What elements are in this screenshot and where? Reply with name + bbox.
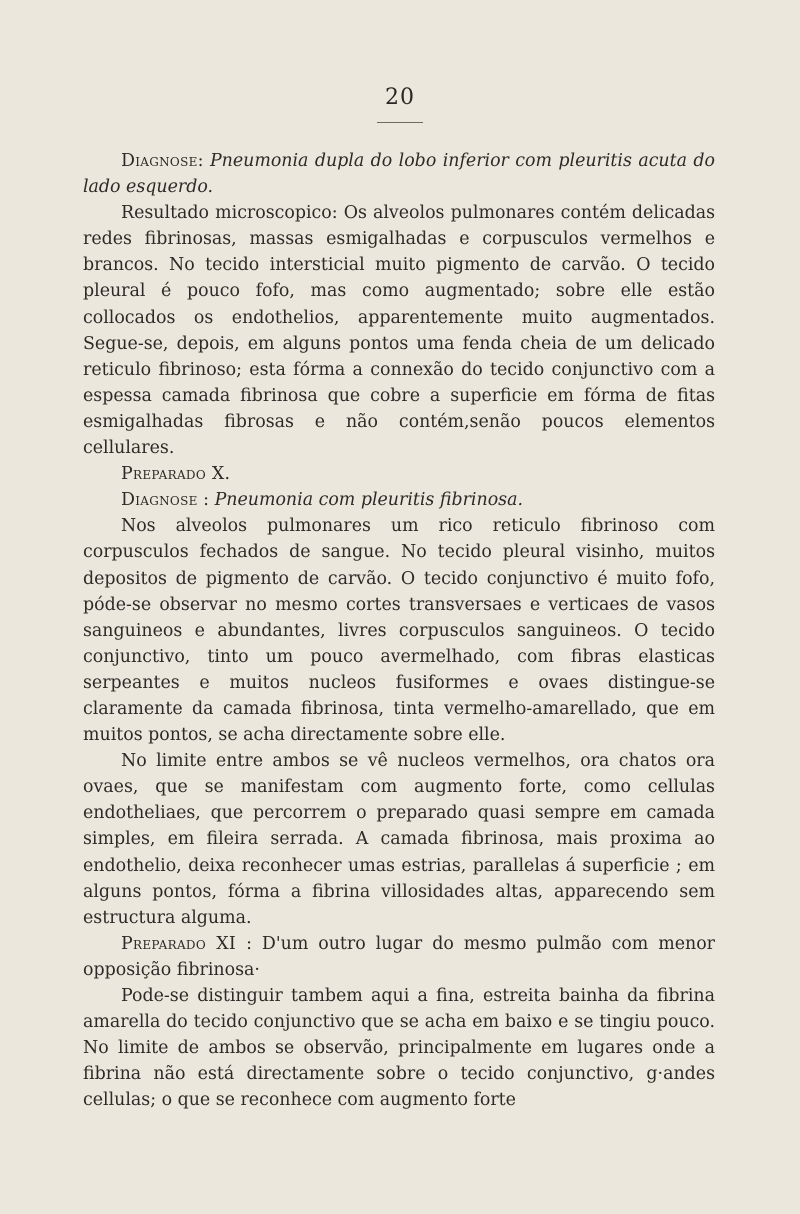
- diagnose-text: Pneumonia com pleuritis fibrinosa.: [214, 490, 523, 511]
- label-separator: :: [197, 490, 215, 511]
- label-separator: :: [197, 151, 210, 171]
- diagnose-label: Diagnose: [121, 151, 198, 171]
- paragraph-preparado-x: Preparado X.: [121, 464, 231, 485]
- paragraph-diagnose-2: [83, 487, 715, 513]
- page-number: 20: [385, 85, 415, 110]
- header-rule: [377, 122, 423, 123]
- label-separator: :: [236, 933, 262, 954]
- preparado-text: D'um outro lugar do mesmo pulmão com menor opposição fibrinosa·: [83, 933, 715, 980]
- body-text: [83, 148, 715, 1113]
- diagnose-label: Diagnose: [121, 490, 198, 511]
- paragraph-limite: No limite entre ambos se vê nucleos vermelhos, ora chatos ora ovaes, que se manifestam com augmento forte, como cellulas endotheliaes, que percorrem o preparado quasi sempre em camada simples, em fileira serrada. A camada fibrinosa, mais proxima ao endothelio, deixa reconhecer umas estrias, parallelas á superficie ; em alguns pontos, fórma a fibrina villosidades altas, apparecendo sem estructura alguma.: [83, 751, 715, 928]
- paragraph-alveolos: Nos alveolos pulmonares um rico reticulo fibrinoso com corpusculos fechados de sangue. No tecido pleural visinho, muitos depositos de pigmento de carvão. O tecido conjunctivo é muito fofo, póde-se observar no mesmo cortes transversaes e verticaes de vasos sanguineos e abundantes, livres corpusculos sanguineos. O tecido conjunctivo, tinto um pouco avermelhado, com fibras elasticas serpeantes e muitos nucleos fusiformes e ovaes distingue-se claramente da camada fibrinosa, tinta vermelho-amarellado, que em muitos pontos, se acha directamente sobre elle.: [83, 516, 715, 746]
- paragraph-diagnose-1: [83, 148, 715, 200]
- paragraph-preparado-xi: [83, 931, 715, 983]
- preparado-label: Preparado XI: [121, 933, 237, 954]
- paragraph-resultado: Resultado microscopico: Os alveolos pulmonares contém delicadas redes fibrinosas, massas esmigalhadas e corpusculos vermelhos e brancos. No tecido intersticial muito pigmento de carvão. O tecido pleural é pouco fofo, mas como augmentado; sobre elle estão collocados os endothelios, apparentemente muito augmentados. Segue-se, depois, em alguns pontos uma fenda cheia de um delicado reticulo fibrinoso; esta fórma a connexão do tecido conjunctivo com a espessa camada fibrinosa que cobre a superficie em fórma de fitas esmigalhadas fibrosas e não contém,senão poucos elementos cellulares.: [83, 203, 715, 459]
- paragraph-distinguir: Pode-se distinguir tambem aqui a fina, estreita bainha da fibrina amarella do tecido conjunctivo que se acha em baixo e se tingiu pouco. No limite de ambos se observão, principalmente em lugares onde a fibrina não está directamente sobre o tecido conjunctivo, g·andes cellulas; o que se reconhece com augmento forte: [83, 986, 715, 1111]
- diagnose-text: Pneumonia dupla do lobo inferior com pleuritis acuta do lado esquerdo.: [83, 151, 716, 198]
